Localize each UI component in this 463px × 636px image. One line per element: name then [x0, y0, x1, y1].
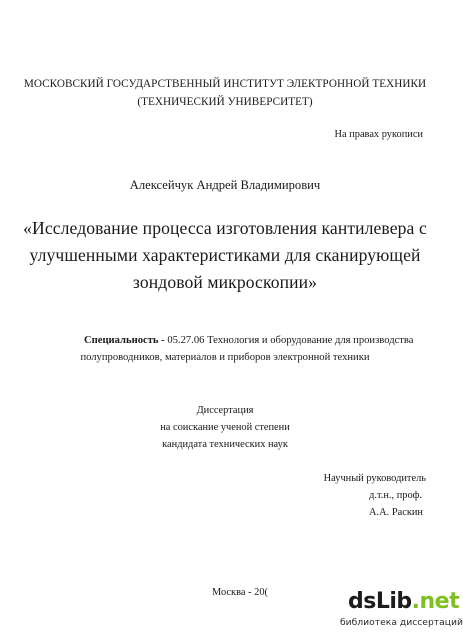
advisor-degree: д.т.н., проф. [369, 490, 422, 501]
specialty-code: 05.27.06 Технология и оборудование для производства [164, 335, 414, 346]
dslib-logo [348, 589, 459, 614]
dslib-logo-main: dsLib [348, 589, 412, 614]
dissertation-title-line-2: улучшенными характеристиками для сканирующей [29, 245, 421, 265]
specialty-line-2: полупроводников, материалов и приборов электронной техники [80, 352, 370, 363]
dissertation-title-line-3: зондовой микроскопии» [132, 272, 318, 292]
city-year: Москва - 20( [212, 587, 268, 598]
degree-line-1: на соискание ученой степени [160, 422, 290, 433]
dissertation-title-line-1: «Исследование процесса изготовления кантилевера с [23, 218, 427, 238]
advisor-title: Научный руководитель [323, 473, 426, 484]
author-name: Алексейчук Андрей Владимирович [129, 178, 321, 192]
dslib-logo-accent: .net [411, 589, 460, 614]
institute-name: МОСКОВСКИЙ ГОСУДАРСТВЕННЫЙ ИНСТИТУТ ЭЛЕКТРОННОЙ ТЕХНИКИ [23, 78, 427, 90]
rights-note: На правах рукописи [334, 129, 423, 140]
advisor-name: А.А. Раскин [369, 507, 423, 518]
dslib-watermark[interactable] [340, 589, 463, 636]
specialty-line-1 [84, 335, 413, 346]
specialty-label: Специальность - [84, 335, 165, 346]
dissertation-type: Диссертация [196, 405, 254, 416]
institute-subname: (ТЕХНИЧЕСКИЙ УНИВЕРСИТЕТ) [137, 96, 313, 108]
degree-line-2: кандидата технических наук [162, 439, 288, 450]
dslib-subtitle: библиотека диссертаций [340, 617, 463, 628]
